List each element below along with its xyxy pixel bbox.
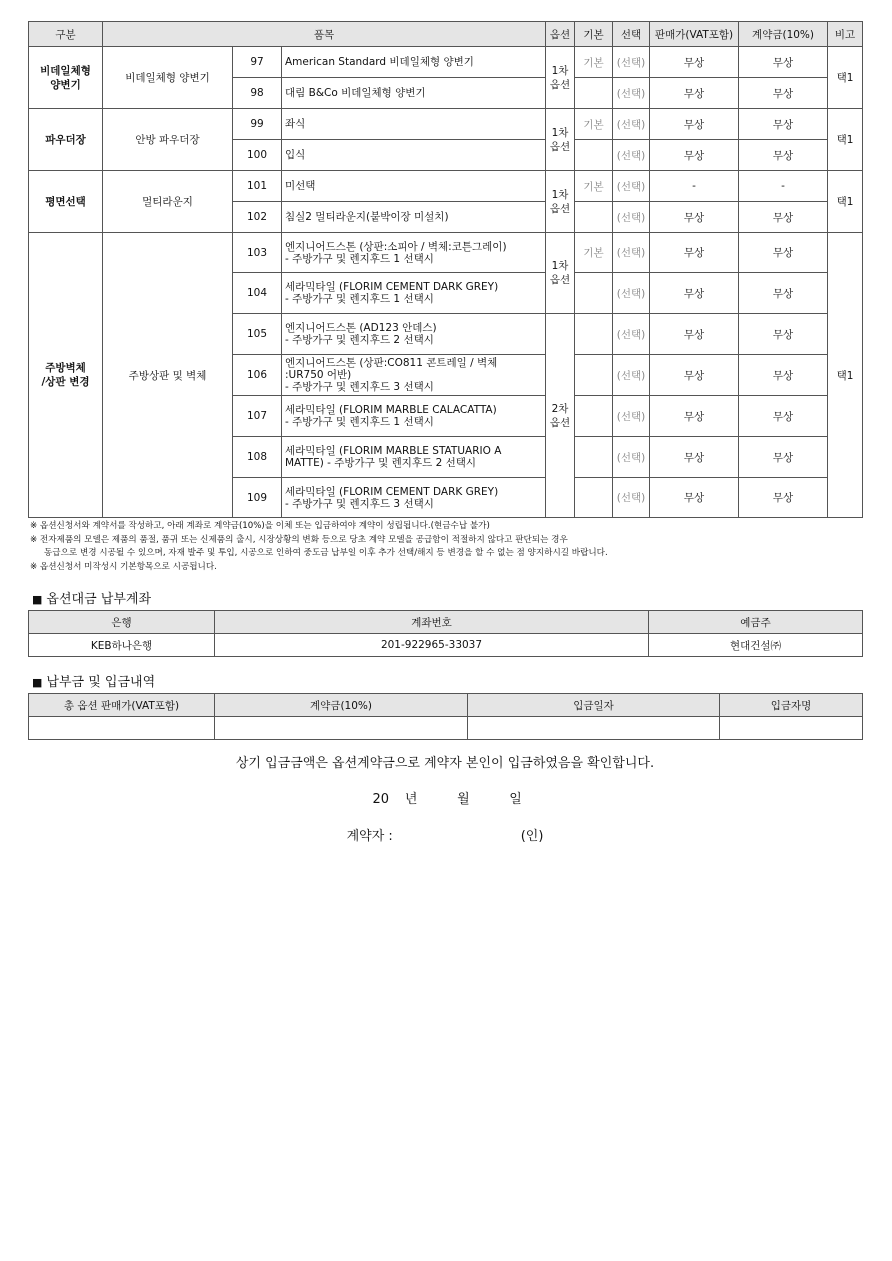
basic-mark <box>575 355 613 396</box>
table-row <box>29 47 863 78</box>
select-checkbox[interactable]: (선택) <box>613 78 650 109</box>
table-row <box>29 634 863 657</box>
note-line: ※ 전자제품의 모델은 제품의 품절, 품귀 또는 신제품의 출시, 시장상황의 변화 등으로 당초 계약 모델을 공급함이 적절하지 않다고 판단되는 경우 <box>30 534 568 545</box>
header-price: 판매가(VAT포함) <box>650 22 739 47</box>
item-number: 100 <box>233 140 282 171</box>
item-description: 침실2 멀티라운지(붙박이장 미설치) <box>282 202 546 233</box>
depositor-cell[interactable] <box>720 717 863 740</box>
select-checkbox[interactable]: (선택) <box>613 355 650 396</box>
header-category: 구분 <box>29 22 103 47</box>
select-checkbox[interactable]: (선택) <box>613 437 650 478</box>
bank-name: KEB하나은행 <box>29 634 215 657</box>
deposit-cell: 무상 <box>739 140 828 171</box>
header-account-no: 계좌번호 <box>215 611 649 634</box>
basic-mark <box>575 273 613 314</box>
select-checkbox[interactable]: (선택) <box>613 140 650 171</box>
deposit-cell: 무상 <box>739 78 828 109</box>
basic-mark: 기본 <box>575 233 613 273</box>
select-checkbox[interactable]: (선택) <box>613 396 650 437</box>
confirm-text: 상기 입금금액은 옵션계약금으로 계약자 본인이 입금하였음을 확인합니다. <box>235 756 655 771</box>
price-cell: 무상 <box>650 355 739 396</box>
basic-mark <box>575 396 613 437</box>
table-header-row <box>29 611 863 634</box>
square-bullet-icon: ■ <box>32 676 43 689</box>
account-section-title: ■ 옵션대금 납부계좌 <box>32 592 152 607</box>
price-cell: - <box>650 171 739 202</box>
item-number: 103 <box>233 233 282 273</box>
item-number: 98 <box>233 78 282 109</box>
deposit-cell: 무상 <box>739 47 828 78</box>
subcategory-cell: 비데일체형 양변기 <box>103 47 233 109</box>
date-line: 20 년 월 일 <box>372 792 522 807</box>
price-cell: 무상 <box>650 437 739 478</box>
square-bullet-icon: ■ <box>32 593 43 606</box>
note-cell: 택1 <box>828 233 863 518</box>
item-description: 엔지니어드스톤 (상판:소피아 / 벽체:코튼그레이) - 주방가구 및 렌지후드 1 선택시 <box>282 233 546 273</box>
select-checkbox[interactable]: (선택) <box>613 478 650 518</box>
option-form <box>28 21 862 844</box>
item-number: 105 <box>233 314 282 355</box>
option-round-cell: 2차 옵션 <box>546 314 575 518</box>
deposit-cell: 무상 <box>739 273 828 314</box>
deposit-cell[interactable] <box>215 717 468 740</box>
note-line: ※ 옵션신청서와 계약서를 작성하고, 아래 계좌로 계약금(10%)을 이체 또는 입금하여야 계약이 성립됩니다.(현금수납 불가) <box>30 521 490 531</box>
deposit-cell: - <box>739 171 828 202</box>
select-checkbox[interactable]: (선택) <box>613 109 650 140</box>
option-table <box>28 21 863 518</box>
item-description: 입식 <box>282 140 546 171</box>
basic-mark: 기본 <box>575 109 613 140</box>
price-cell: 무상 <box>650 314 739 355</box>
deposit-cell: 무상 <box>739 355 828 396</box>
select-checkbox[interactable]: (선택) <box>613 273 650 314</box>
header-depositor: 입금자명 <box>720 694 863 717</box>
signature-line <box>28 825 862 844</box>
item-number: 104 <box>233 273 282 314</box>
select-checkbox[interactable]: (선택) <box>613 233 650 273</box>
notes-block <box>28 520 862 574</box>
account-number: 201-922965-33037 <box>215 634 649 657</box>
item-number: 107 <box>233 396 282 437</box>
category-cell: 주방벽체 /상판 변경 <box>29 233 103 518</box>
table-header-row <box>29 22 863 47</box>
note-line: ※ 옵션신청서 미작성시 기본항목으로 시공됩니다. <box>30 561 217 572</box>
price-cell: 무상 <box>650 396 739 437</box>
basic-mark <box>575 78 613 109</box>
contractor-label: 계약자 : <box>346 829 393 844</box>
item-description: 미선택 <box>282 171 546 202</box>
note-cell: 택1 <box>828 171 863 233</box>
item-number: 109 <box>233 478 282 518</box>
header-deposit: 계약금(10%) <box>739 22 828 47</box>
price-cell: 무상 <box>650 202 739 233</box>
deposit-cell: 무상 <box>739 396 828 437</box>
deposit-date-cell[interactable] <box>468 717 720 740</box>
basic-mark: 기본 <box>575 47 613 78</box>
item-description: 엔지니어드스톤 (AD123 안데스) - 주방가구 및 렌지후드 2 선택시 <box>282 314 546 355</box>
category-cell: 비데일체형 양변기 <box>29 47 103 109</box>
header-item: 품목 <box>103 22 546 47</box>
header-note: 비고 <box>828 22 863 47</box>
option-round-cell: 1차 옵션 <box>546 171 575 233</box>
header-deposit: 계약금(10%) <box>215 694 468 717</box>
item-number: 97 <box>233 47 282 78</box>
select-checkbox[interactable]: (선택) <box>613 47 650 78</box>
item-description: 엔지니어드스톤 (상판:CO811 콘트레일 / 벽체 :UR750 어반) - 주방가구 및 렌지후드 3 선택시 <box>282 355 546 396</box>
deposit-cell: 무상 <box>739 202 828 233</box>
deposit-cell: 무상 <box>739 478 828 518</box>
deposit-cell: 무상 <box>739 314 828 355</box>
price-cell: 무상 <box>650 109 739 140</box>
price-cell: 무상 <box>650 78 739 109</box>
basic-mark <box>575 202 613 233</box>
option-round-cell: 1차 옵션 <box>546 233 575 314</box>
account-holder: 현대건설㈜ <box>649 634 863 657</box>
note-cell: 택1 <box>828 109 863 171</box>
item-number: 106 <box>233 355 282 396</box>
item-description: 세라믹타일 (FLORIM MARBLE STATUARIO A MATTE) - 주방가구 및 렌지후드 2 선택시 <box>282 437 546 478</box>
table-row <box>29 109 863 140</box>
header-option: 옵션 <box>546 22 575 47</box>
item-description: 세라믹타일 (FLORIM CEMENT DARK GREY) - 주방가구 및 렌지후드 3 선택시 <box>282 478 546 518</box>
item-description: American Standard 비데일체형 양변기 <box>282 47 546 78</box>
basic-mark <box>575 437 613 478</box>
header-holder: 예금주 <box>649 611 863 634</box>
item-number: 108 <box>233 437 282 478</box>
item-number: 99 <box>233 109 282 140</box>
table-row <box>29 717 863 740</box>
payment-section-title: ■ 납부금 및 입금내역 <box>32 675 156 690</box>
item-description: 좌식 <box>282 109 546 140</box>
payment-table <box>28 693 863 740</box>
item-number: 101 <box>233 171 282 202</box>
price-cell: 무상 <box>650 478 739 518</box>
select-checkbox[interactable]: (선택) <box>613 314 650 355</box>
subcategory-cell: 멀티라운지 <box>103 171 233 233</box>
note-cell: 택1 <box>828 47 863 109</box>
total-price-cell[interactable] <box>29 717 215 740</box>
header-basic: 기본 <box>575 22 613 47</box>
select-checkbox[interactable]: (선택) <box>613 171 650 202</box>
header-total-price: 총 옵션 판매가(VAT포함) <box>29 694 215 717</box>
price-cell: 무상 <box>650 47 739 78</box>
category-cell: 파우더장 <box>29 109 103 171</box>
subcategory-cell: 주방상판 및 벽체 <box>103 233 233 518</box>
table-header-row <box>29 694 863 717</box>
select-checkbox[interactable]: (선택) <box>613 202 650 233</box>
deposit-cell: 무상 <box>739 109 828 140</box>
deposit-cell: 무상 <box>739 437 828 478</box>
basic-mark: 기본 <box>575 171 613 202</box>
price-cell: 무상 <box>650 140 739 171</box>
table-row <box>29 171 863 202</box>
item-description: 세라믹타일 (FLORIM MARBLE CALACATTA) - 주방가구 및 렌지후드 1 선택시 <box>282 396 546 437</box>
option-round-cell: 1차 옵션 <box>546 47 575 109</box>
item-description: 대림 B&Co 비데일체형 양변기 <box>282 78 546 109</box>
basic-mark <box>575 140 613 171</box>
header-select: 선택 <box>613 22 650 47</box>
price-cell: 무상 <box>650 233 739 273</box>
deposit-cell: 무상 <box>739 233 828 273</box>
subcategory-cell: 안방 파우더장 <box>103 109 233 171</box>
item-number: 102 <box>233 202 282 233</box>
table-row <box>29 233 863 273</box>
item-description: 세라믹타일 (FLORIM CEMENT DARK GREY) - 주방가구 및 렌지후드 1 선택시 <box>282 273 546 314</box>
basic-mark <box>575 314 613 355</box>
account-table <box>28 610 863 657</box>
header-deposit-date: 입금일자 <box>468 694 720 717</box>
seal-mark: (인) <box>520 829 544 844</box>
basic-mark <box>575 478 613 518</box>
header-bank: 은행 <box>29 611 215 634</box>
note-line: 동급으로 변경 시공될 수 있으며, 자재 발주 및 투입, 시공으로 인하여 중도금 납부일 이후 추가 선택/해지 등 변경을 할 수 없는 점 양지하시길 바랍니다. <box>44 548 608 558</box>
price-cell: 무상 <box>650 273 739 314</box>
option-round-cell: 1차 옵션 <box>546 109 575 171</box>
category-cell: 평면선택 <box>29 171 103 233</box>
